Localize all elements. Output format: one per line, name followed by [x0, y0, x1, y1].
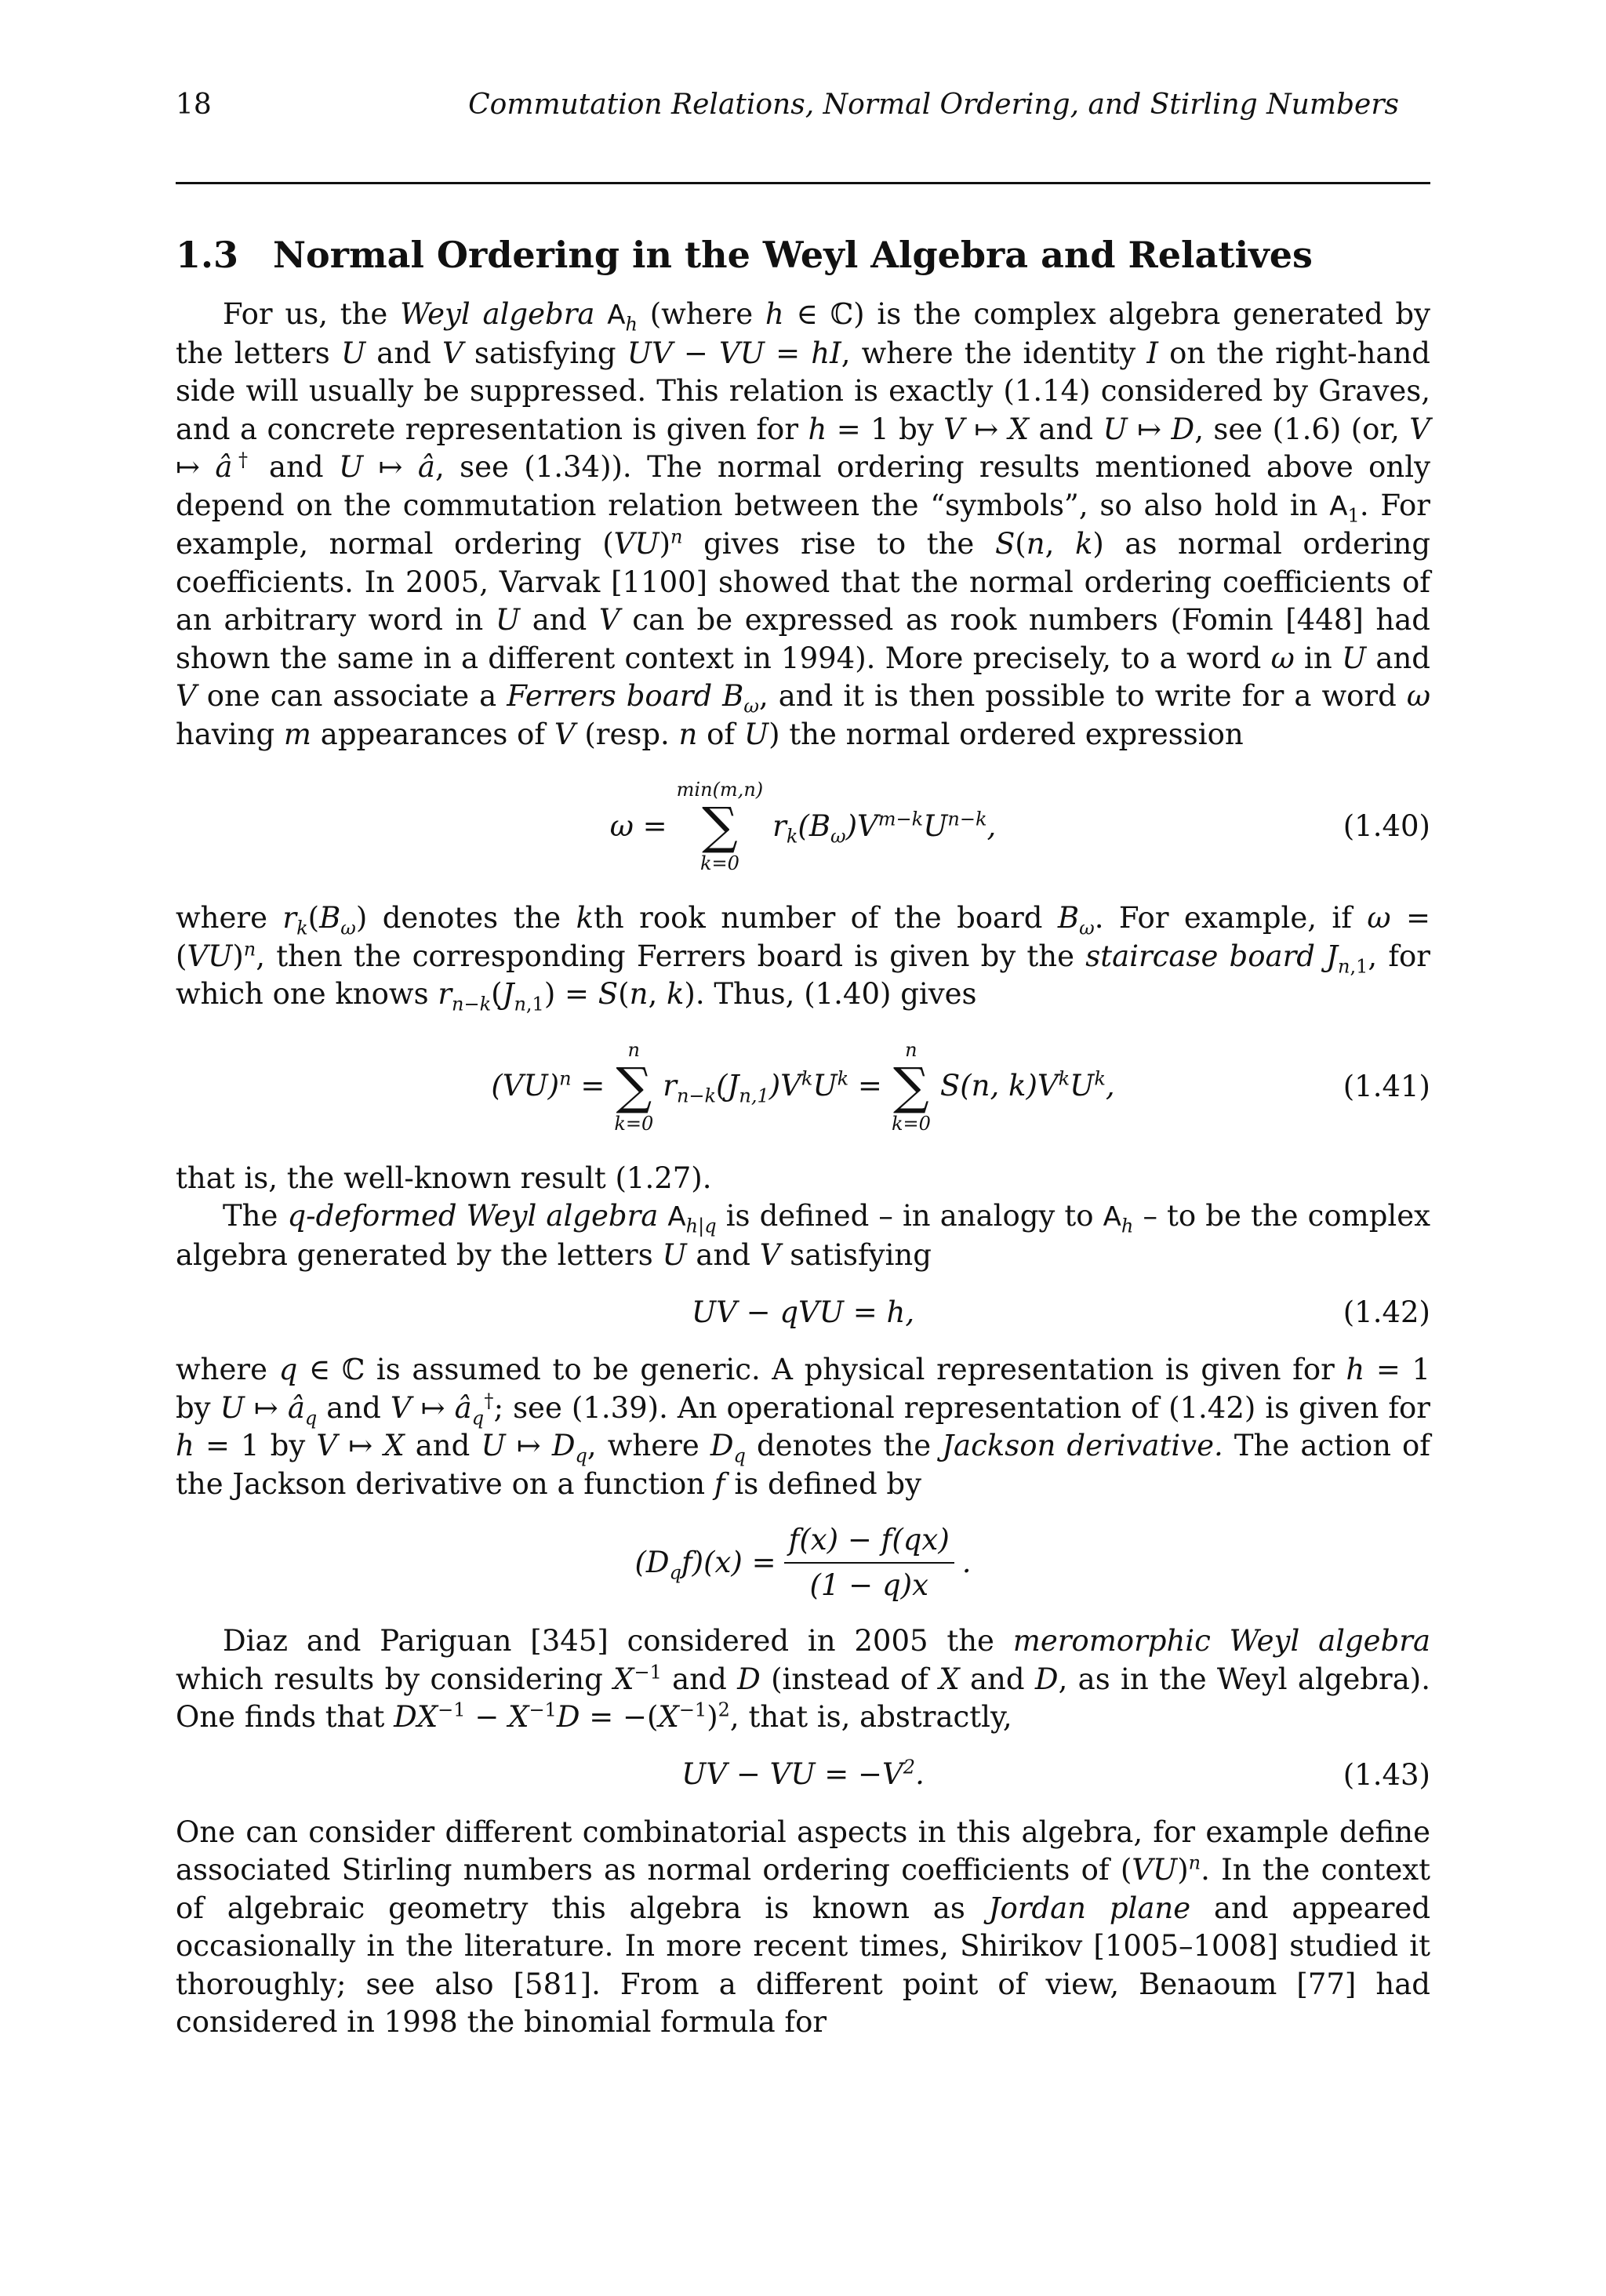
equation-1-40: ω = min(m,n) ∑ k=0 $r_k(B_\omega)V^{m-k}U^{n-k}$, (1.40) — [609, 779, 1430, 874]
paragraph-4: The q-deformed Weyl algebra $A_{h|q}$ is defined – in analogy to $A_h$ – to be the complex algebra generated by the letters U and V satisfying — [176, 1199, 1430, 1272]
running-title: Commutation Relations, Normal Ordering, and Stirling Numbers — [468, 89, 1399, 121]
equation-number: (1.40) — [1343, 808, 1430, 843]
paragraph-1: For us, the Weyl algebra $A_h$ (where h ∈ ℂ) is the complex algebra generated by the letters U and V satisfying UV − VU = hI, where the identity I on the right-hand side will usually be suppressed. This relation is exactly (1.14) considered by Graves, and a concrete representation is given for h = 1 by V ↦ X and U ↦ D, see (1.6) (or, V ↦ â† and U ↦ â, see (1.34)). The normal ordering results mentioned above only depend on the commutation relation between the “symbols”, so also hold in $A_1$. For example, normal ordering (VU)$^n$ gives rise to the S(n, k) as normal ordering coefficients. In 2005, Varvak [1100] showed that the normal ordering coefficients of an arbitrary word in U and V can be expressed as rook numbers (Fomin [448] had shown the same in a different context in 1994). More precisely, to a word ω in U and V one can associate a Ferrers board $B_\omega$, and it is then possible to write for a word ω having m appearances of V (resp. n of U) the normal ordered expression — [176, 297, 1431, 751]
running-header — [176, 78, 1430, 132]
equation-1-42: UV − qVU = h, (1.42) — [176, 1284, 1430, 1342]
page-number: 18 — [176, 89, 212, 121]
equation-number: (1.43) — [1343, 1757, 1430, 1792]
equation-jackson-derivative: $(D_qf)(x)$ = $\frac{f(x) - f(qx)}{(1 - q)x}$ . — [176, 1513, 1430, 1613]
paragraph-2: where $r_k(B_\omega)$ denotes the kth rook number of the board $B_\omega$. For example, if ω = (VU)$^n$, then the corresponding Ferrers board is given by the staircase board $J_{n,1}$, for which one knows $r_{n-k}(J_{n,1}) = S(n$, k). Thus, (1.40) gives — [176, 901, 1430, 1015]
sum-symbol: n ∑ k=0 — [891, 1038, 931, 1135]
header-rule — [176, 182, 1430, 184]
sum-symbol: n ∑ k=0 — [614, 1038, 654, 1135]
paragraph-3: that is, the well-known result (1.27). — [176, 1161, 712, 1195]
section-number: 1.3 — [176, 234, 239, 276]
sum-symbol: min(m,n) ∑ k=0 — [676, 779, 764, 874]
paragraph-7: One can consider different combinatorial aspects in this algebra, for example define associated Stirling numbers as normal ordering coefficients of (VU)$^n$. In the context of algebraic geometry this algebra is known as Jordan plane and appeared occasionally in the literature. In more recent times, Shirikov [1005–1008] studied it thoroughly; see also [581]. From a different point of view, Benaoum [77] had considered in 1998 the binomial formula for — [176, 1815, 1431, 2039]
section-heading — [176, 233, 1430, 277]
equation-1-43: UV − VU = $-V^2$. (1.43) — [176, 1746, 1430, 1804]
fraction: $\frac{f(x) - f(qx)}{(1 - q)x}$ — [784, 1521, 954, 1605]
paragraph-6: Diaz and Pariguan [345] considered in 2005 the meromorphic Weyl algebra which results by considering $X^{-1}$ and D (instead of X and D, as in the Weyl algebra). One finds that $DX^{-1} - X^{-1}D = -(X^{-1})^2$, that is, abstractly, — [176, 1624, 1431, 1734]
equation-number: (1.42) — [1343, 1295, 1430, 1329]
equation-1-41: (VU)$^n$ = n ∑ k=0 $r_{n-k}(J_{n,1})V^kU^k$ = n ∑ k=0 S(n, $k)V^kU^k$, (1.41) — [491, 1038, 1430, 1135]
equation-number: (1.41) — [1343, 1069, 1430, 1103]
page — [176, 78, 1430, 2042]
paragraph-5: where q ∈ ℂ is assumed to be generic. A physical representation is given for h = 1 by U ↦ $â_q$ and V ↦ $â_q^\dagger$; see (1.39). An operational representation of (1.42) is given for h = 1 by V ↦ X and U ↦ $D_q$, where $D_q$ denotes the Jackson derivative. The action of the Jackson derivative on a function f is defined by — [176, 1353, 1431, 1501]
section-title: Normal Ordering in the Weyl Algebra and Relatives — [273, 234, 1313, 276]
